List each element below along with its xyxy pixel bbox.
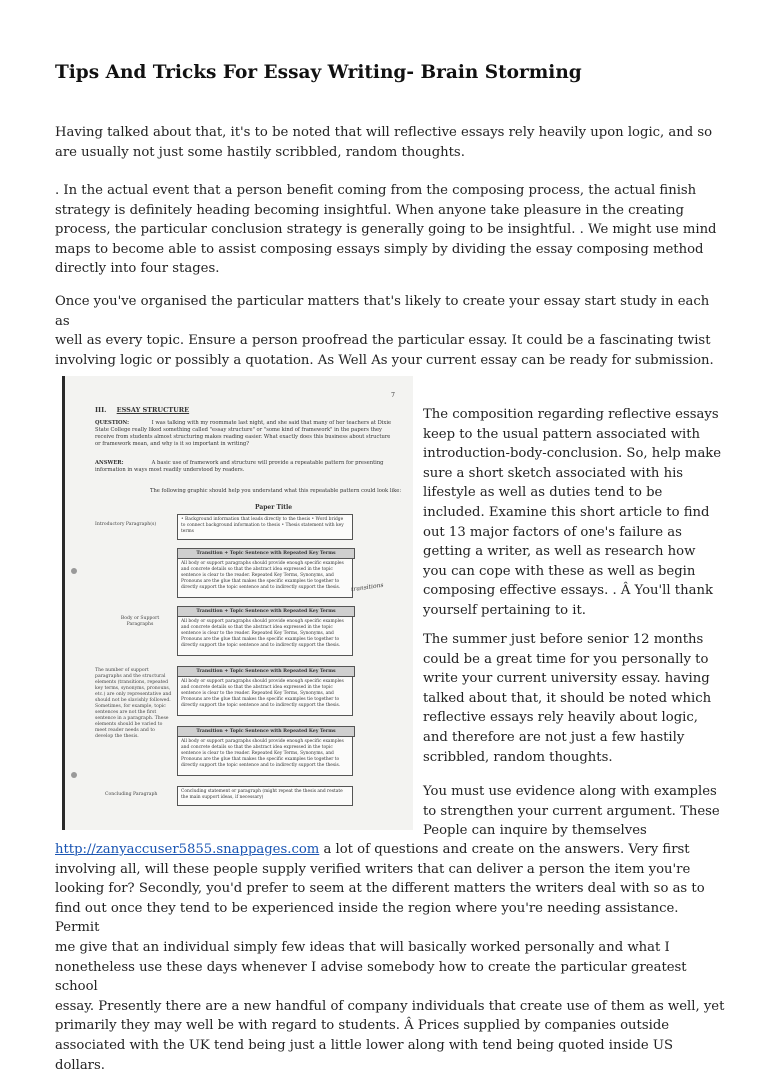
paragraph-line: Once you've organised the particular matters that's likely to create your essay start study in each as bbox=[55, 294, 710, 329]
side-line: included. Examine this short article to find bbox=[423, 504, 710, 520]
scan-page-number: 7 bbox=[391, 392, 395, 399]
paragraph-line: Having talked about that, it's to be noted that will reflective essays rely heavily upon logic, and so bbox=[55, 125, 713, 140]
paragraph-1 bbox=[55, 123, 725, 162]
side-line: lifestyle as well as duties tend to be bbox=[423, 485, 663, 501]
side-line: you can cope with these as well as begin bbox=[423, 563, 696, 579]
side-paragraph-1 bbox=[423, 405, 723, 621]
scan-intro-box: • Background information that leads directly to the thesis • Word bridge to connect background information to thesis • Thesis statement with key terms bbox=[177, 514, 353, 540]
page-title: Tips And Tricks For Essay Writing- Brain Storming bbox=[55, 62, 582, 83]
paragraph-2 bbox=[55, 181, 725, 279]
scan-question-text: I was talking with my roommate last night, and she said that many of her teachers at Dixie State College really liked something called "essay structure" or "some kind of framework" in the papers they receive from students almost structuring makes reading easier. What exactly does this business about structure or framework mean, and why is it so important in writing? bbox=[95, 420, 392, 447]
side-line: The composition regarding reflective essays bbox=[423, 407, 719, 422]
side-line: The summer just before senior 12 months bbox=[423, 632, 704, 647]
scan-transition-head-1: Transition + Topic Sentence with Repeated Key Terms bbox=[177, 548, 355, 559]
scan-intro-label: Introductory Paragraph(s) bbox=[95, 522, 157, 527]
scan-body-box-3: All body or support paragraphs should provide enough specific examples and concrete details so that the abstract idea expressed in the topic sentence is clear to the reader. Repeated Key Terms, Synonyms, and Pronouns are the glue that makes the specific examples tie together to directly support the topic sentence and to indirectly support the thesis. bbox=[177, 676, 353, 716]
side-paragraph-3 bbox=[423, 782, 723, 841]
bottom-line: primarily they may well be with regard to students. Â Prices supplied by companies outside bbox=[55, 1018, 670, 1034]
side-line: talked about that, it should be noted which bbox=[423, 690, 712, 706]
side-line: keep to the usual pattern associated with bbox=[423, 426, 701, 442]
side-line: yourself pertaining to it. bbox=[423, 602, 586, 618]
scan-section-title: ESSAY STRUCTURE bbox=[116, 406, 190, 414]
bottom-line: essay. Presently there are a new handful of company individuals that create use of them as well, yet bbox=[55, 998, 725, 1014]
scan-transition-head-4: Transition + Topic Sentence with Repeated Key Terms bbox=[177, 726, 355, 737]
bottom-line: me give that an individual simply few ideas that will basically worked personally and what I bbox=[55, 939, 670, 955]
bottom-line: looking for? Secondly, you'd prefer to seem at the different matters the writers deal with so as to bbox=[55, 881, 705, 897]
scan-follow-text: The following graphic should help you understand what this repeatable pattern could look like: bbox=[150, 488, 402, 494]
side-line: scribbled, random thoughts. bbox=[423, 749, 613, 765]
scan-binder-hole bbox=[71, 772, 77, 778]
scan-question-label: QUESTION: bbox=[95, 420, 130, 426]
scan-question bbox=[95, 420, 395, 448]
side-line: People can inquire by themselves bbox=[423, 823, 647, 839]
side-line: to strengthen your current argument. These bbox=[423, 803, 720, 819]
side-line: and therefore are not just a few hastily bbox=[423, 729, 685, 745]
scan-section-number: III. bbox=[95, 406, 107, 414]
paragraph-line: . In the actual event that a person benefit coming from the composing process, the actual finish bbox=[55, 183, 697, 198]
paragraph-line: strategy is definitely heading becoming insightful. When anyone take pleasure in the creating bbox=[55, 202, 684, 218]
scan-concluding-label: Concluding Paragraph bbox=[105, 792, 158, 797]
side-line: could be a great time for you personally to bbox=[423, 651, 709, 667]
scan-answer bbox=[95, 460, 395, 474]
paragraph-line: process, the particular conclusion strategy is generally going to be insightful. . We might use mind bbox=[55, 222, 717, 238]
scan-body-box-4: All body or support paragraphs should provide enough specific examples and concrete details so that the abstract idea expressed in the topic sentence is clear to the reader. Repeated Key Terms, Synonyms, and Pronouns are the glue that makes the specific examples tie together to directly support the topic sentence and to indirectly support the thesis. bbox=[177, 736, 353, 776]
side-line: sure a short sketch associated with his bbox=[423, 465, 684, 481]
side-line: reflective essays rely heavily about logic, bbox=[423, 710, 698, 726]
scan-concluding-box: Concluding statement or paragraph (might repeat the thesis and restate the main support ideas, if necessary) bbox=[177, 786, 353, 806]
paragraph-line: involving logic or possibly a quotation. As Well As your current essay can be ready for submission. bbox=[55, 352, 714, 368]
paragraph-3 bbox=[55, 292, 725, 370]
scan-transition-head-2: Transition + Topic Sentence with Repeated Key Terms bbox=[177, 606, 355, 617]
bottom-line: nonetheless use these days whenever I advise somebody how to create the particular greatest school bbox=[55, 959, 687, 995]
bottom-line: involving all, will these people supply verified writers that can deliver a person the item you're bbox=[55, 861, 691, 877]
bottom-paragraph bbox=[55, 840, 725, 1075]
scan-handwritten-note: transitions bbox=[350, 581, 384, 594]
paragraph-line: directly into four stages. bbox=[55, 261, 220, 277]
scan-side-note: The number of support paragraphs and the structural elements (transitions, repeated key terms, synonyms, pronouns, etc.) are only representative and should not be slavishly followed. Sometimes, for example, topic sentences are not the first sentence in a paragraph. These elements should be varied to meet reader needs and to develop the thesis. bbox=[95, 668, 172, 739]
side-line: write your current university essay. having bbox=[423, 671, 710, 687]
side-paragraph-2 bbox=[423, 630, 723, 767]
scan-body-label: Body or Support Paragraphs bbox=[120, 616, 160, 627]
essay-structure-scan-image bbox=[62, 376, 413, 830]
paragraph-line: are usually not just some hastily scribbled, random thoughts. bbox=[55, 144, 465, 160]
bottom-line: a lot of questions and create on the answers. Very first bbox=[319, 842, 690, 857]
scan-answer-label: ANSWER: bbox=[95, 460, 124, 466]
side-line: composing effective essays. . Â You'll thank bbox=[423, 583, 713, 599]
bottom-line: associated with the UK tend being just a little lower along with tend being quoted inside US dollars. bbox=[55, 1037, 674, 1073]
paragraph-line: maps to become able to assist composing essays simply by dividing the essay composing method bbox=[55, 241, 704, 257]
scan-body-box-1: All body or support paragraphs should provide enough specific examples and concrete details so that the abstract idea expressed in the topic sentence is clear to the reader. Repeated Key Terms, Synonyms, and Pronouns are the glue that makes the specific examples tie together to directly support the topic sentence and to indirectly support the thesis. bbox=[177, 558, 353, 598]
scan-paper-title: Paper Title bbox=[255, 504, 293, 511]
side-line: introduction-body-conclusion. So, help make bbox=[423, 446, 722, 462]
scan-binder-hole bbox=[71, 568, 77, 574]
scan-transition-head-3: Transition + Topic Sentence with Repeated Key Terms bbox=[177, 666, 355, 677]
side-line: getting a writer, as well as research how bbox=[423, 544, 696, 560]
side-line: You must use evidence along with examples bbox=[423, 784, 717, 799]
snappages-link[interactable]: http://zanyaccuser5855.snappages.com bbox=[55, 842, 320, 857]
paragraph-line: well as every topic. Ensure a person proofread the particular essay. It could be a fascinating twist bbox=[55, 333, 711, 349]
bottom-line: find out once they tend to be experienced inside the region where you're needing assistance. Permit bbox=[55, 900, 679, 936]
side-line: out 13 major factors of one's failure as bbox=[423, 524, 682, 540]
scan-body-box-2: All body or support paragraphs should provide enough specific examples and concrete details so that the abstract idea expressed in the topic sentence is clear to the reader. Repeated Key Terms, Synonyms, and Pronouns are the glue that makes the specific examples tie together to directly support the topic sentence and to indirectly support the thesis. bbox=[177, 616, 353, 656]
scan-section-heading bbox=[95, 406, 189, 414]
scan-answer-text: A basic use of framework and structure will provide a repeatable pattern for presenting information in ways most readily understood by readers. bbox=[95, 460, 384, 473]
